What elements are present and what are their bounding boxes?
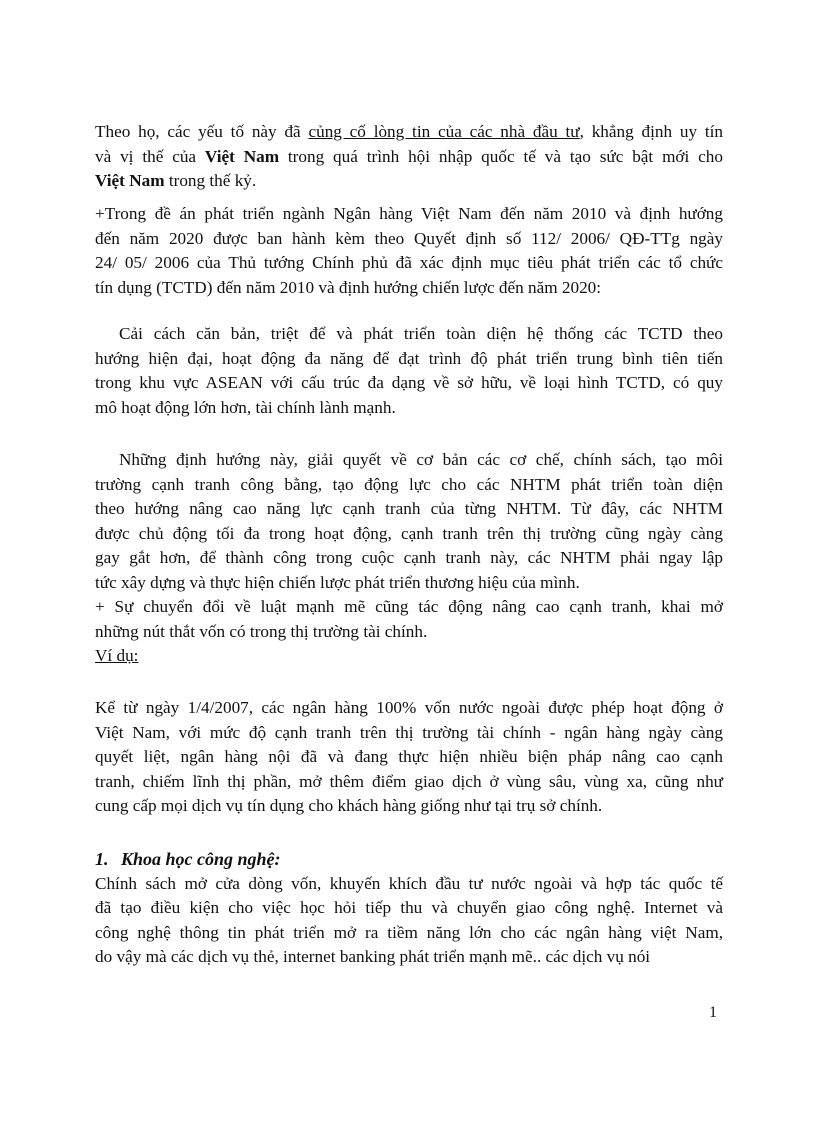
text-line: hướng hiện đại, hoạt động đa năng để đạt trình độ phát triển trung bình tiên tiến xyxy=(95,348,723,368)
text-line: tranh, chiếm lĩnh thị phần, mở thêm điểm giao dịch ở vùng sâu, vùng xa, cũng như xyxy=(95,771,723,791)
section-title: Khoa học công nghệ: xyxy=(121,849,281,869)
text-line: +Trong đề án phát triển ngành Ngân hàng Việt Nam đến năm 2010 và định hướng xyxy=(95,204,723,223)
section-heading xyxy=(95,847,723,872)
text-line: được chủ động tối đa trong hoạt động, cạnh tranh trên thị trường cũng ngày càng xyxy=(95,523,723,543)
text-line: + Sự chuyển đổi về luật mạnh mẽ cũng tác động nâng cao cạnh tranh, khai mở xyxy=(95,597,723,616)
paragraph-2 xyxy=(95,202,723,300)
paragraph-1 xyxy=(95,120,723,194)
text-line: đến năm 2020 được ban hành kèm theo Quyết định số 112/ 2006/ QĐ-TTg ngày xyxy=(95,228,723,248)
paragraph-3 xyxy=(95,322,723,420)
text-line: Chính sách mở cửa dòng vốn, khuyến khích đầu tư nước ngoài và hợp tác quốc tế xyxy=(95,873,723,893)
text-line: trường cạnh tranh công bằng, tạo động lực cho các NHTM phát triển toàn diện xyxy=(95,474,723,494)
page-number: 1 xyxy=(709,1004,717,1021)
text-line: theo hướng nâng cao năng lực cạnh tranh của từng NHTM. Từ đây, các NHTM xyxy=(95,499,723,518)
text-line: Kể từ ngày 1/4/2007, các ngân hàng 100% vốn nước ngoài được phép hoạt động ở xyxy=(95,698,723,717)
text-line: 24/ 05/ 2006 của Thủ tướng Chính phủ đã xác định mục tiêu phát triển các tổ chức xyxy=(95,253,723,272)
text-line: công nghệ thông tin phát triển mở ra tiềm năng lớn cho các ngân hàng việt Nam, xyxy=(95,922,723,942)
text-line: đã tạo điều kiện cho việc học hỏi tiếp thu và chuyển giao công nghệ. Internet và xyxy=(95,898,723,917)
text-line: tín dụng (TCTD) đến năm 2010 và định hướng chiến lược đến năm 2020: xyxy=(95,277,602,297)
text-line: Những định hướng này, giải quyết về cơ bản các cơ chế, chính sách, tạo môi xyxy=(119,450,723,469)
text-line: trong khu vực ASEAN với cấu trúc đa dạng về sở hữu, về loại hình TCTD, có quy xyxy=(95,373,723,392)
bold-term: Việt Nam xyxy=(95,171,165,190)
text-line: và vị thế của Việt Nam trong quá trình hội nhập quốc tế và tạo sức bật mới cho xyxy=(95,146,723,166)
text-line: tức xây dựng và thực hiện chiến lược phát triển thương hiệu của mình. xyxy=(95,572,580,592)
text-line: cung cấp mọi dịch vụ tín dụng cho khách hàng giống như tại trụ sở chính. xyxy=(95,796,603,815)
text-line: Việt Nam trong thế kỷ. xyxy=(95,171,257,190)
text-line: mô hoạt động lớn hơn, tài chính lành mạnh. xyxy=(95,397,396,417)
section-number: 1. xyxy=(95,849,109,869)
text-line: gay gắt hơn, để thành công trong cuộc cạnh tranh này, các NHTM phải ngay lập xyxy=(95,548,723,567)
example-label: Ví dụ: xyxy=(95,646,139,665)
section-1 xyxy=(95,847,723,970)
text-line: Theo họ, các yếu tố này đã củng cố lòng tin của các nhà đầu tư, khẳng định uy tín xyxy=(95,122,723,141)
bold-term: Việt Nam xyxy=(204,146,280,166)
text-line: quyết liệt, ngân hàng nội đã và đang thực hiện nhiều biện pháp nâng cao cạnh xyxy=(95,747,723,766)
text-line: những nút thắt vốn có trong thị trường tài chính. xyxy=(95,621,428,641)
paragraph-5 xyxy=(95,696,723,819)
text-line: do vậy mà các dịch vụ thẻ, internet banking phát triển mạnh mẽ.. các dịch vụ nói xyxy=(95,947,651,966)
text-line: Việt Nam, với mức độ cạnh tranh trên thị trường tài chính - ngân hàng ngày càng xyxy=(95,722,723,742)
paragraph-4 xyxy=(95,448,723,669)
underlined-phrase: củng cố lòng tin của các nhà đầu tư xyxy=(308,122,580,141)
text-line: Cải cách căn bản, triệt để và phát triển toàn diện hệ thống các TCTD theo xyxy=(119,324,723,343)
